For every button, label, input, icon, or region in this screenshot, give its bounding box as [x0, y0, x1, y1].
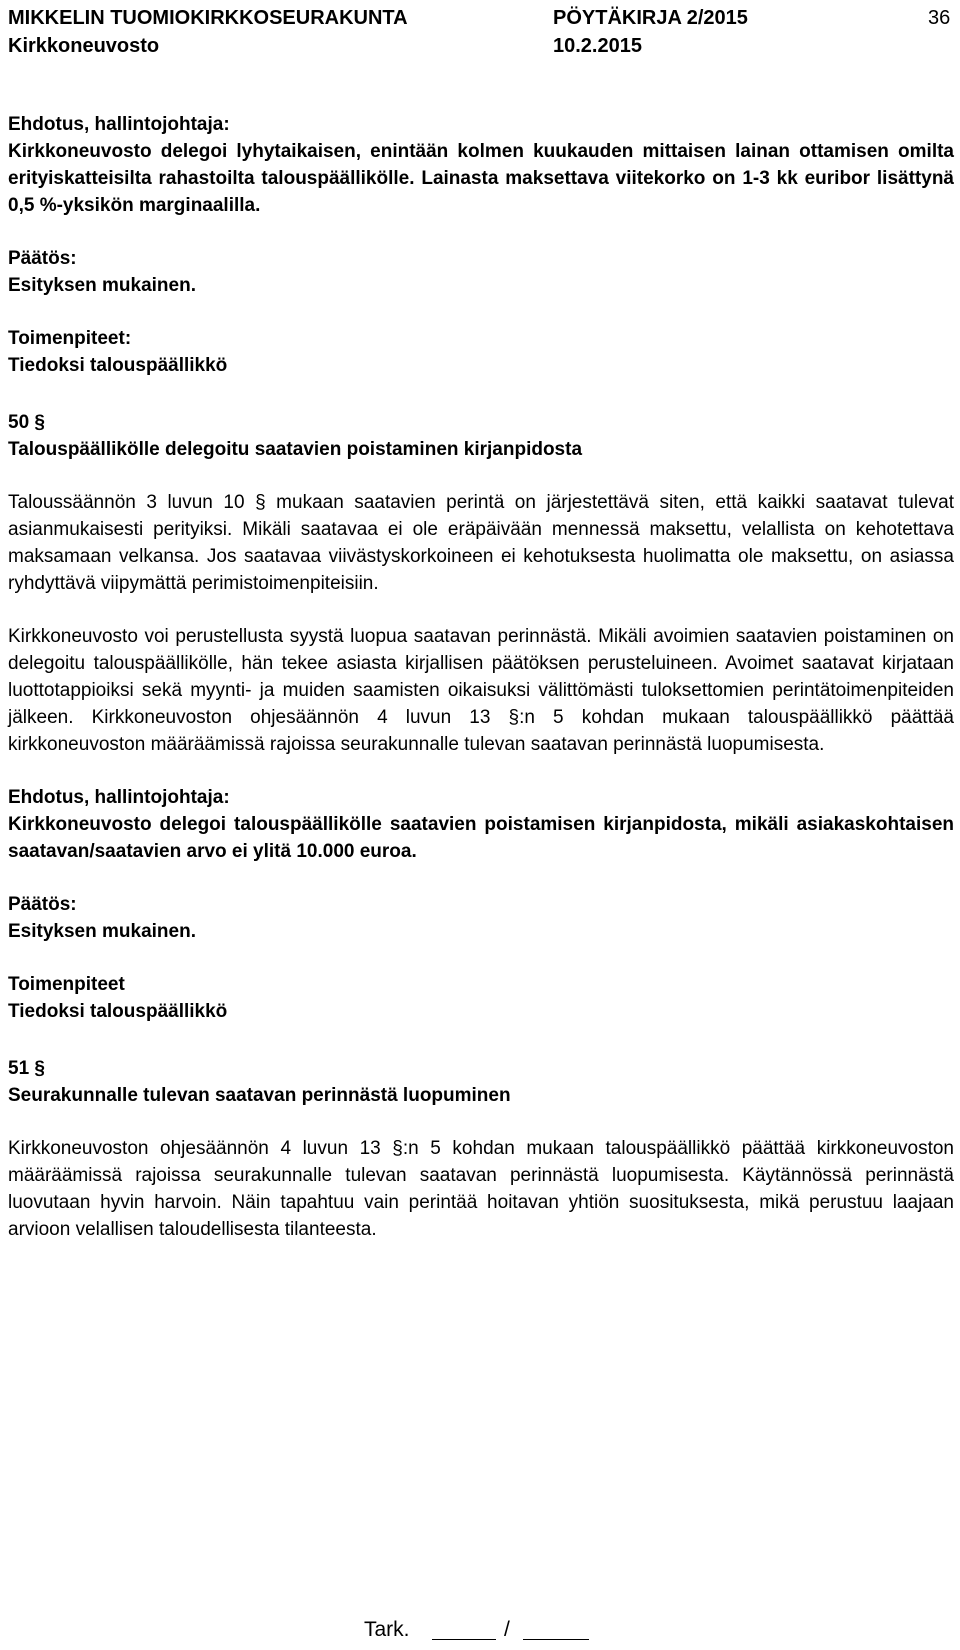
body-paragraph: Kirkkoneuvosto voi perustellusta syystä luopua saatavan perinnästä. Mikäli avoimien saatavien poistaminen on delegoitu talouspäällikölle, hän tekee asiasta kirjallisen päätöksen perusteluineen. Avoimet saatavat kirjataan luottotappioiksi sekä myynti- ja muiden saamisten oikaisuksi välittömästi tuloksettomien perintätoimenpiteiden jälkeen. Kirkkoneuvoston ohjesäännön 4 luvun 13 §:n 5 kohdan mukaan talouspäällikkö päättää kirkkoneuvoston määräämissä rajoissa seurakunnalle tulevan saatavan perinnästä luopumisesta. — [8, 626, 954, 755]
meeting-date: 10.2.2015 — [553, 35, 642, 57]
body-paragraph: Kirkkoneuvoston ohjesäännön 4 luvun 13 §:n 5 kohdan mukaan talouspäällikkö päättää kirkkoneuvoston määräämissä rajoissa seurakunnalle tulevan saatavan perinnästä luopumisesta. Käytännössä perinnästä luovutaan hyvin harvoin. Näin tapahtuu vain perintää hoitavan yhtiön suosituksesta, mikä perustuu laajaan arvioon velallisen taloudellisesta tilanteesta. — [8, 1138, 954, 1240]
document-title: PÖYTÄKIRJA 2/2015 — [553, 7, 748, 29]
section-number: 50 § — [8, 412, 45, 433]
body-paragraph: Taloussäännön 3 luvun 10 § mukaan saatavien perintä on järjestettävä siten, että kaikki saatavat tulevat asianmukaisesti perityiksi. Mikäli saatavaa ei ole eräpäivään mennessä maksettu, velallista on kehotettava maksamaan velkansa. Jos saatavaa viivästyskorkoineen ei kehotuksesta huolimatta ole maksettu, on asiassa ryhdyttävä viipymättä perimistoimenpiteisiin. — [8, 492, 954, 594]
document-body — [8, 111, 954, 1243]
actions-label: Toimenpiteet: — [8, 328, 132, 349]
actions-text: Tiedoksi talouspäällikkö — [8, 1001, 228, 1022]
proposal-label: Ehdotus, hallintojohtaja: — [8, 787, 230, 808]
decision-label: Päätös: — [8, 894, 77, 915]
proposal-label: Ehdotus, hallintojohtaja: — [8, 114, 230, 135]
signature-blank — [432, 1621, 496, 1640]
decision-text: Esityksen mukainen. — [8, 921, 196, 942]
proposal-text: Kirkkoneuvosto delegoi lyhytaikaisen, enintään kolmen kuukauden mittaisen lainan ottamisen omilta erityiskatteisilta rahastoilta talouspäällikölle. Lainasta maksettava viitekorko on 1-3 kk euribor lisättynä 0,5 %-yksikön marginaalilla. — [8, 141, 954, 216]
page-header — [0, 0, 960, 70]
section-number: 51 § — [8, 1058, 45, 1079]
actions-label: Toimenpiteet — [8, 974, 125, 995]
actions-text: Tiedoksi talouspäällikkö — [8, 355, 228, 376]
review-separator: / — [504, 1618, 510, 1641]
review-label: Tark. — [364, 1618, 410, 1641]
proposal-text: Kirkkoneuvosto delegoi talouspäällikölle saatavien poistamisen kirjanpidosta, mikäli asiakaskohtaisen saatavan/saatavien arvo ei ylitä 10.000 euroa. — [8, 814, 954, 862]
section-title: Talouspäällikölle delegoitu saatavien poistaminen kirjanpidosta — [8, 439, 583, 460]
decision-label: Päätös: — [8, 248, 77, 269]
signature-blank — [523, 1621, 589, 1640]
decision-text: Esityksen mukainen. — [8, 275, 196, 296]
section-title: Seurakunnalle tulevan saatavan perinnästä luopuminen — [8, 1085, 511, 1106]
meeting-body: Kirkkoneuvosto — [8, 35, 160, 57]
organization-name: MIKKELIN TUOMIOKIRKKOSEURAKUNTA — [8, 7, 408, 29]
page-number: 36 — [928, 7, 951, 29]
